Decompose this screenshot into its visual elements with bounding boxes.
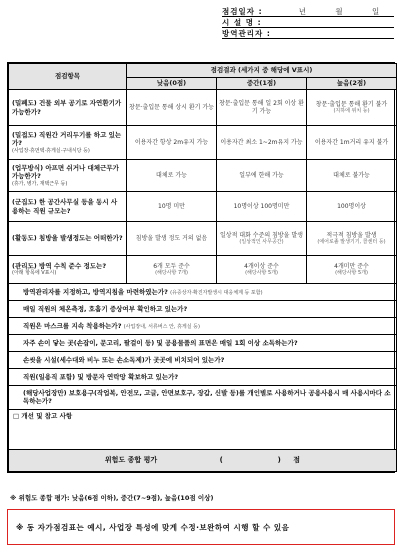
year-unit: 년 <box>298 6 306 16</box>
risk-legend: ※ 위험도 종합 평가: 낮음(6점 이하), 중간(7~9점), 높음(10점 이상) <box>10 494 214 502</box>
checklist-row <box>9 284 397 301</box>
option-low[interactable]: 대체로 가능 <box>127 160 217 192</box>
date-label: 점검일자 : <box>222 6 263 16</box>
row-item: (밀접도) 직원간 거리두기를 하고 있는가? (사업장·휴먼텍·휴게실·구내식당 등) <box>9 126 127 160</box>
total-evaluation: 위험도 종합 평가 ( ) 점 <box>9 450 397 472</box>
row-item: (관리도) 방역 수칙 준수 정도는? (아래 항목에 V표시) <box>9 256 127 284</box>
check-item[interactable]: 자주 손이 닿는 곳(손잡이, 문고리, 팔걸이 등) 및 공용물품의 표면은 매일 1회 이상 소독하는가? <box>9 335 397 352</box>
checklist-table <box>8 63 397 472</box>
total-label: 위험도 종합 평가 <box>104 456 158 465</box>
option-high[interactable]: 적극적 침방울 발생 (에어로졸 발생기기, 콜센터 등) <box>307 222 397 256</box>
place-label: 시 설 명 : <box>222 17 262 27</box>
manager-label: 방역관리자 : <box>222 28 271 38</box>
month-unit: 월 <box>335 6 343 16</box>
check-item[interactable]: 방역관리자를 지정하고, 방역지침을 마련하였는가? (유증상자·확진자발생시 대응체계 등 포함) <box>9 284 397 301</box>
option-mid[interactable]: 일부에 한해 가능 <box>217 160 307 192</box>
table-row <box>9 256 397 284</box>
check-item[interactable]: 손씻을 시설(세수대와 비누 또는 손소독제)가 곳곳에 비치되어 있는가? <box>9 352 397 369</box>
improvement-notes[interactable]: □ 개선 및 참고 사항 <box>9 410 397 450</box>
option-low[interactable]: 6개 모두 준수 (해당사항 7개) <box>127 256 217 284</box>
checklist-row <box>9 335 397 352</box>
option-low[interactable]: 창문·출입문 통해 상시 환기 가능 <box>127 90 217 126</box>
check-item[interactable]: (해당사업장만) 보호용구(작업복, 안전모, 고글, 안면보호구, 장갑, 신발 등)를 개인별로 사용하거나 공용사용시 매 사용시마다 소독하는가? <box>9 386 397 410</box>
day-unit: 일 <box>372 6 380 16</box>
place-row <box>222 17 394 28</box>
option-high[interactable]: 창문·출입문 통해 환기 불가 (지하에 위치 등) <box>307 90 397 126</box>
option-high[interactable]: 4개미만 준수 (해당사항 5개) <box>307 256 397 284</box>
table-row <box>9 90 397 126</box>
option-low[interactable]: 이용자간 항상 2m유지 가능 <box>127 126 217 160</box>
date-row <box>222 6 394 17</box>
header-block <box>222 6 394 39</box>
footnote-box <box>7 509 395 545</box>
option-low[interactable]: 10명 미만 <box>127 192 217 222</box>
manager-row <box>222 28 394 39</box>
checklist-row <box>9 386 397 410</box>
option-mid[interactable]: 일상적 대화 수준의 침방울 발생 (일상적인 사무공간) <box>217 222 307 256</box>
check-item[interactable]: 매일 직원의 체온측정, 호흡기 증상여부 확인하고 있는가? <box>9 301 397 318</box>
row-item: (업무방식) 아프면 쉬거나 대체근무가 가능한가? (휴가, 병가, 재택근무 등) <box>9 160 127 192</box>
checklist-row <box>9 352 397 369</box>
option-mid[interactable]: 이용자간 최소 1~2m유지 가능 <box>217 126 307 160</box>
checklist-row <box>9 301 397 318</box>
item-header: 점검항목 <box>9 64 127 90</box>
footnote-text: ※ 동 자가점검표는 예시, 사업장 특성에 맞게 수정·보완하여 시행 할 수 있음 <box>16 522 290 532</box>
table-row <box>9 192 397 222</box>
option-high[interactable]: 대체로 불가능 <box>307 160 397 192</box>
row-item: (활동도) 침방울 발생정도는 어떠한가? <box>9 222 127 256</box>
result-header: 점검결과 (세가지 중 해당에 V표시) <box>127 64 397 78</box>
option-high[interactable]: 이용자간 1m거리 유지 불가 <box>307 126 397 160</box>
option-low[interactable]: 침방울 발생 정도 거의 없음 <box>127 222 217 256</box>
row-item: (군집도) 한 공간사무실 등을 동시 사용하는 직원 규모는? <box>9 192 127 222</box>
option-mid[interactable]: 4개이상 준수 (해당사항 5개) <box>217 256 307 284</box>
check-item[interactable]: 직원(일용직 포함) 및 방문자 연락망 확보하고 있는가? <box>9 369 397 386</box>
level-high-header: 높음(2점) <box>307 78 397 90</box>
check-item[interactable]: 직원은 마스크를 지속 착용하는가? (사업장내, 서류버스 안, 휴게실 등) <box>9 318 397 335</box>
total-unit: 점 <box>293 456 301 465</box>
option-mid[interactable]: 10명이상 100명미만 <box>217 192 307 222</box>
table-row <box>9 160 397 192</box>
checklist-row <box>9 369 397 386</box>
checklist-sheet <box>7 62 395 473</box>
option-high[interactable]: 100명이상 <box>307 192 397 222</box>
option-mid[interactable]: 창문·출입문 통해 일 2회 이상 환기 가능 <box>217 90 307 126</box>
level-mid-header: 중간(1점) <box>217 78 307 90</box>
checklist-row <box>9 318 397 335</box>
table-row <box>9 222 397 256</box>
row-item: (밀폐도) 건물 외부 공기로 자연환기가 가능한가? <box>9 90 127 126</box>
level-low-header: 낮음(0점) <box>127 78 217 90</box>
table-row <box>9 126 397 160</box>
